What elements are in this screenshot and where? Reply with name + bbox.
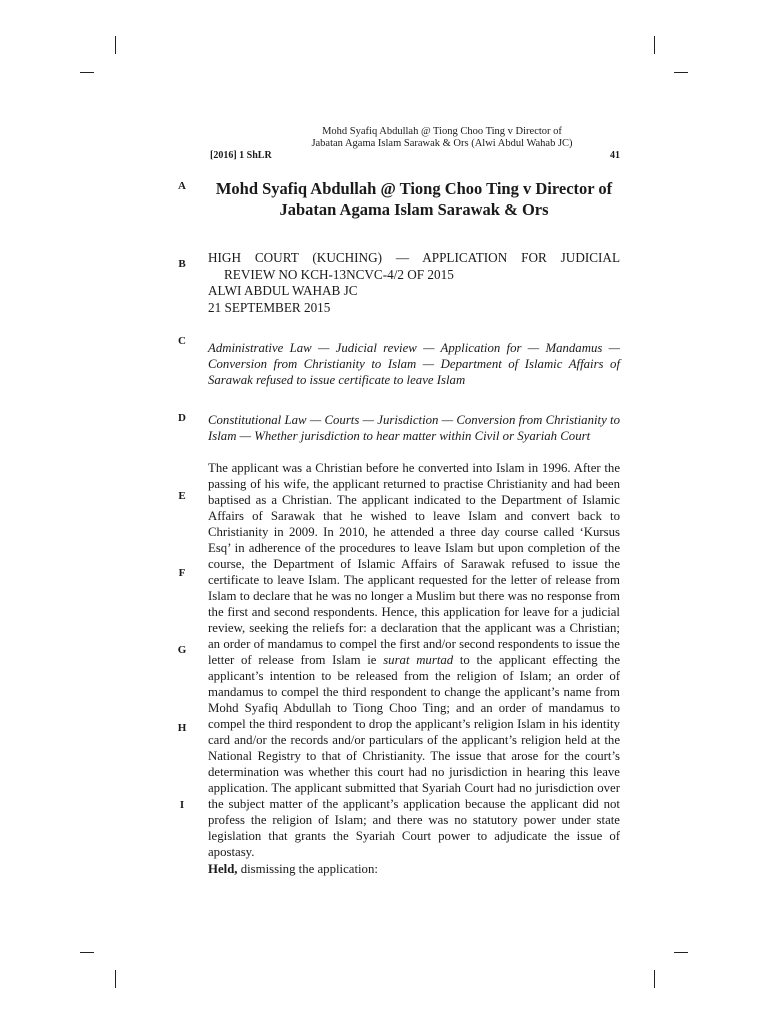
- crop-mark: [654, 36, 655, 54]
- case-title: Mohd Syafiq Abdullah @ Tiong Choo Ting v Director of Jabatan Agama Islam Sarawak & Ors: [215, 179, 613, 219]
- margin-letter: E: [178, 490, 186, 502]
- summary-text: to the applicant effecting the applicant’s intention to be released from the religion of Islam; an order of mandamus to compel the third respondent to change the applicant’s name from Mohd Syafiq Abdullah to Tiong Choo Ting; and an order of mandamus to compel the third respondent to drop the applicant’s religion Islam in his identity card and/or the records and/or particulars of the applicant’s religion held at the National Registry to that of Christianity. The issue that arose for the court’s determination was whether this court had no jurisdiction in hearing this leave application. The applicant submitted that Syariah Court had no jurisdiction over the subject matter of the applicant’s application because the applicant did not profess the religion of Islam; and there was no statutory power under state legislation that grants the Syariah Court power to adjudicate the issue of apostasy.: [208, 653, 621, 859]
- margin-letter: A: [178, 180, 186, 192]
- decision-date: 21 SEPTEMBER 2015: [208, 299, 331, 315]
- catchword-constitutional-law: Constitutional Law — Courts — Jurisdiction — Conversion from Christianity to Islam — Whether jurisdiction to hear matter within Civil or Syariah Court: [208, 413, 620, 443]
- catchword-administrative-law: Administrative Law — Judicial review — Application for — Mandamus — Conversion from Christianity to Islam — Department of Islamic Affairs of Sarawak refused to issue certificate to leave Islam: [208, 341, 620, 387]
- crop-mark: [80, 72, 94, 73]
- margin-letter: H: [177, 722, 187, 734]
- margin-letter: B: [178, 258, 186, 270]
- margin-letter: D: [178, 412, 186, 424]
- summary-italic-term: surat murtad: [383, 653, 454, 667]
- held-text: dismissing the application:: [237, 862, 378, 876]
- crop-mark: [674, 952, 688, 953]
- crop-mark: [115, 36, 116, 54]
- running-title: Mohd Syafiq Abdullah @ Tiong Choo Ting v Director of Jabatan Agama Islam Sarawak & Ors (Alwi Abdul Wahab JC): [311, 126, 573, 149]
- held-label: Held,: [208, 862, 238, 876]
- report-reference: [2016] 1 ShLR: [210, 150, 272, 161]
- crop-mark: [674, 72, 688, 73]
- held-line: [208, 862, 378, 877]
- case-summary: [208, 460, 620, 860]
- summary-text: The applicant was a Christian before he converted into Islam in 1996. After the passing of his wife, the applicant returned to practise Christianity and had been baptised as a Christian. The applicant indicated to the Department of Islamic Affairs of Sarawak that he wished to leave Islam and convert back to Christianity in 2009. In 2010, he attended a three day course called ‘Kursus Esq’ in adherence of the procedures to leave Islam but upon completion of the course, the Department of Islamic Affairs of Sarawak refused to issue the certificate to leave Islam. The applicant requested for the letter of release from Islam to declare that he was no longer a Muslim but there was no response from the first and second respondents. Hence, this application for leave for a judicial review, seeking the reliefs for: a declaration that the applicant was a Christian; an order of mandamus to compel the first and/or second respondents to issue the letter of release from Islam ie: [208, 461, 620, 667]
- crop-mark: [80, 952, 94, 953]
- crop-mark: [115, 970, 116, 988]
- court-line: HIGH COURT (KUCHING) — APPLICATION FOR JUDICIAL: [208, 250, 620, 265]
- margin-letter: I: [179, 799, 185, 811]
- court-details: [208, 250, 620, 316]
- judge-name: ALWI ABDUL WAHAB JC: [208, 283, 358, 298]
- margin-letter: C: [178, 335, 186, 347]
- margin-letter: F: [178, 567, 186, 579]
- margin-letter: G: [177, 644, 187, 656]
- crop-mark: [654, 970, 655, 988]
- page-number: 41: [610, 150, 620, 161]
- court-line: REVIEW NO KCH-13NCVC-4/2 OF 2015: [224, 266, 454, 282]
